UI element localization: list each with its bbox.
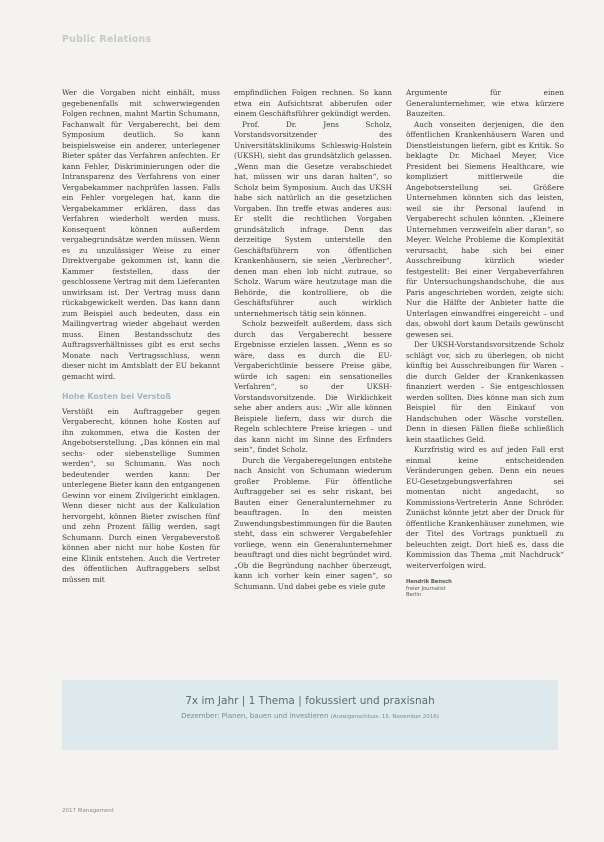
section-subheading: Hohe Kosten bei Verstoß (62, 392, 171, 401)
author-box (406, 579, 564, 599)
paragraph: Kurzfristig wird es auf jeden Fall erst einmal keine entscheidenden Veränderungen geben. Denn ein neues EU-Gesetzgebungsverfahren sei momentan nicht angedacht, so Kommissions-Vertreterin Anne Schröder. Zunächst könnte jetzt aber der Druck für öffentliche Krankenhäuser zunehmen, wie der Titel des Vortrags punktuell zu beleuchten zeigt. Dort hieß es, dass die Kommission das Thema „mit Nachdruck“ weiterverfolgen wird. (406, 445, 564, 570)
promo-subtitle-note: (Anzeigenschluss: 15. November 2016) (330, 714, 439, 720)
paragraph: Der UKSH-Vorstandsvorsitzende Scholz schlägt vor, sich zu überlegen, ob nicht künftig bei Ausschreibungen für Waren – die durch Gelder der Krankenkassen finanziert werden – Sie entgeschlossen werden sollten. Dies könne man sich zum Beispiel für den Einkauf von Handschuhen oder Wäsche vorstellen. Denn in diesen Fällen fließe schließlich kein staatliches Geld. (406, 340, 564, 444)
paragraph: Argumente für einen Generalunternehmer, wie etwa kürzere Bauzeiten. (406, 88, 564, 118)
promo-banner (62, 680, 558, 750)
text-column-1 (62, 88, 220, 585)
promo-title: 7x im Jahr | 1 Thema | fokussiert und praxisnah (185, 695, 435, 707)
paragraph: Auch vonseiten derjenigen, die den öffentlichen Krankenhäusern Waren und Dienstleistungen liefern, gibt es Kritik. So beklagte Dr. Michael Meyer, Vice President bei Siemens Healthcare, wie kompliziert mittlerweile die Angebotserstellung sei. Größere Unternehmen könnten sich das leisten, weil sie ihr Personal laufend in Vergaberecht schulen könnten. „Kleinere Unternehmen verzweifeln aber daran“, so Meyer. Welche Probleme die Komplexität verursacht, habe sich bei einer Ausschreibung kürzlich wieder festgestellt: Bei einer Vergabeverfahren für Untersuchungshandschuhe, die aus Paris angeschrieben worden, zeigte sich: Nur die Hälfte der Anbieter hatte die Unterlagen einwandfrei eingereicht – und das, obwohl dort kaum Details gewünscht gewesen sei. (406, 119, 564, 339)
text-column-3 (406, 88, 564, 599)
paragraph: Verstößt ein Auftraggeber gegen Vergaberecht, können hohe Kosten auf ihn zukommen, etwa die Kosten der Angebotserstellung. „Das können ein mal sechs- oder siebenstellige Summen werden“, so Schumann. Was noch bedeutender werden kann: Der unterlegene Bieter kann den entgangenen Gewinn vor einem Zivilgericht einklagen. Wenn dieser nicht aus der Kalkulation hervorgeht, können Bieter zwischen fünf und zehn Prozent fällig werden, sagt Schumann. Durch einen Vergabeverstoß können aber nicht nur hohe Kosten für eine Klinik entstehen. Auch die Vertreter des öffentlichen Auftraggebers selbst müssen mit (62, 406, 220, 584)
promo-subtitle-main: Dezember: Planen, bauen und investieren (181, 712, 329, 720)
paragraph: empfindlichen Folgen rechnen. So kann etwa ein Aufsichtsrat abberufen oder einem Geschäftsführer gekündigt werden. (234, 88, 392, 118)
text-column-2 (234, 88, 392, 592)
author-role: freier Journalist (406, 585, 446, 592)
page-footer: 2017 Management (62, 808, 114, 814)
author-city: Berlin (406, 592, 422, 599)
paragraph: Scholz bezweifelt außerdem, dass sich durch das Vergaberecht bessere Ergebnisse erzielen lassen. „Wenn es so wäre, dass es durch die EU-Vergaberichtlinie bessere Preise gäbe, würde ich sagen: ein sensationelles Verfahren“, so der UKSH-Vorstandsvorsitzende. Die Wirklichkeit sehe aber anders aus: „Wir alle können Beispiele liefern, dass wir durch die Regeln schlechtere Preise kriegen – und das kann nicht im Sinne des Erfinders sein“, findet Scholz. (234, 319, 392, 454)
page-header: Public Relations (62, 34, 152, 45)
paragraph: Durch die Vergaberegelungen entstehe nach Ansicht von Schumann wiederum großer Probleme. Für öffentliche Auftraggeber sei es sehr riskant, bei Bauten einer Generalunternehmer zu beauftragen. In den meisten Zuwendungsbestimmungen für die Bauten steht, dass ein schwerer Vergabefehler vorliege, wenn ein Generalunternehmer beauftragt und dies nicht begründet wird. „Ob die Begründung nachher überzeugt, kann ich vorher kein einer sagen“, so Schumann. Und dabei gebe es viele gute (234, 455, 392, 591)
paragraph: Wer die Vorgaben nicht einhält, muss gegebenenfalls mit schwerwiegenden Folgen rechnen, mahnt Martin Schumann, Fachanwalt für Vergaberecht, bei dem Symposium deutlich. So kann beispielsweise ein anderer, unterlegener Bieter später das Verfahren anfechten. Er kann Fehler, Diskriminierungen oder die Intransparenz des Verfahrens von einer Vergabekammer nachprüfen lassen. Falls ein Fehler vorgelegen hat, kann die Vergabekammer erklären, dass das Verfahren wiederholt werden muss. Konsequent können außerdem vergabegrundsätze werden müssen. Wenn es zu unzulässiger Weise zu einer Direktvergabe gekommen ist, kann die Kammer feststellen, dass der geschlossene Vertrag mit dem Lieferanten unwirksam ist. Der Vertrag muss dann rückabgewickelt werden. Das kann dann zum Beispiel auch bedeuten, dass ein Mailingvertrag wieder abgebaut werden muss. Einen Bestandsschutz des Auftragsverhältnisses gibt es erst sechs Monate nach Vertragsschluss, wenn dieser nicht im Amtsblatt der EU bekannt gemacht wird. (62, 88, 220, 381)
promo-subtitle (62, 712, 558, 720)
paragraph: Prof. Dr. Jens Scholz, Vorstandsvorsitzender des Universitätsklinikums Schleswig-Holstein (UKSH), sieht das grundsätzlich gelassen. „Wenn man die Gesetze verabschiedet hat, müssen wir uns daran halten“, so Scholz beim Symposium. Auch das UKSH habe sich natürlich an die gesetzlichen Vorgaben. Ihn treffe etwas anderes aus: Er stellt die rechtlichen Vorgaben grundsätzlich infrage. Denn das derzeitige System unterstelle den Geschäftsführern von öffentlichen Krankenhäusern, sie seien „Verbrecher“, denen man eben lob nicht zutraue, so Scholz. Warum wäre heutzutage man die Behörde, die kontrolliere, ob die Geschäftsführer auch wirklich unternehmerisch tätig sein können. (234, 119, 392, 318)
author-name: Hendrik Bensch (406, 579, 452, 585)
